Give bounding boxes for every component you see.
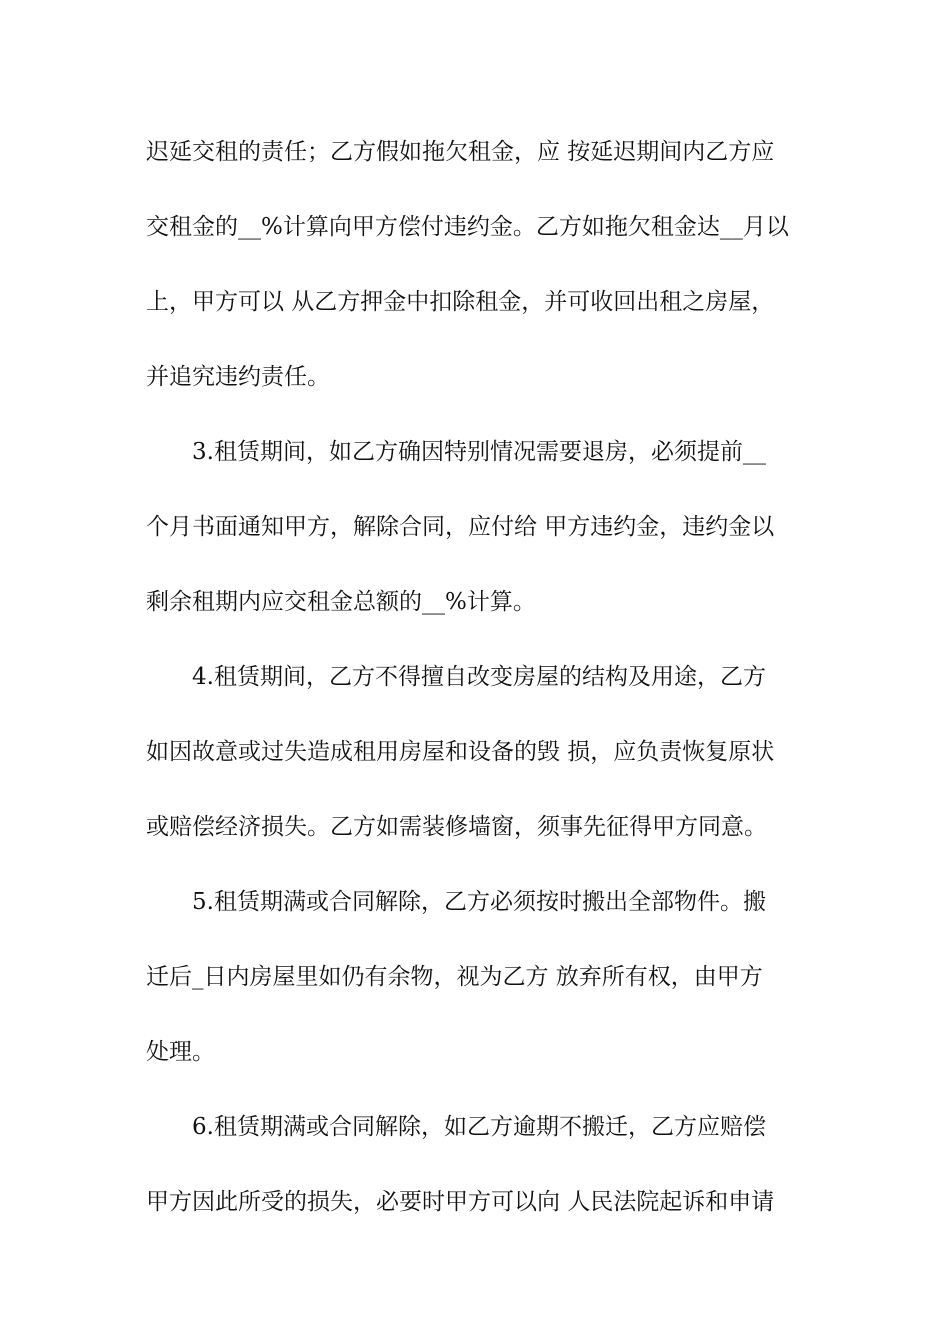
text-line: 如因故意或过失造成租用房屋和设备的毁 损，应负责恢复原状 bbox=[146, 739, 775, 765]
paragraph-start-4: 4.租赁期间，乙方不得擅自改变房屋的结构及用途，乙方 bbox=[192, 664, 766, 690]
text-line: 甲方因此所受的损失，必要时甲方可以向 人民法院起诉和申请 bbox=[146, 1189, 775, 1215]
text-line: 并追究违约责任。 bbox=[146, 364, 330, 390]
text-line: 或赔偿经济损失。乙方如需装修墙窗，须事先征得甲方同意。 bbox=[146, 814, 767, 840]
paragraph-start-3: 3.租赁期间，如乙方确因特别情况需要退房，必须提前__ bbox=[192, 439, 766, 465]
text-line: 迟延交租的责任；乙方假如拖欠租金，应 按延迟期间内乙方应 bbox=[146, 139, 775, 165]
paragraph-start-5: 5.租赁期满或合同解除，乙方必须按时搬出全部物件。搬 bbox=[192, 889, 766, 915]
text-line: 迁后_日内房屋里如仍有余物，视为乙方 放弃所有权，由甲方 bbox=[146, 964, 763, 990]
text-line: 处理。 bbox=[146, 1039, 215, 1065]
text-line: 剩余租期内应交租金总额的__%计算。 bbox=[146, 589, 536, 615]
paragraph-start-6: 6.租赁期满或合同解除，如乙方逾期不搬迁，乙方应赔偿 bbox=[192, 1114, 766, 1140]
text-line: 个月书面通知甲方，解除合同，应付给 甲方违约金，违约金以 bbox=[146, 514, 775, 540]
text-line: 上，甲方可以 从乙方押金中扣除租金，并可收回出租之房屋， bbox=[146, 289, 775, 315]
text-line: 交租金的__%计算向甲方偿付违约金。乙方如拖欠租金达__月以 bbox=[146, 214, 789, 240]
